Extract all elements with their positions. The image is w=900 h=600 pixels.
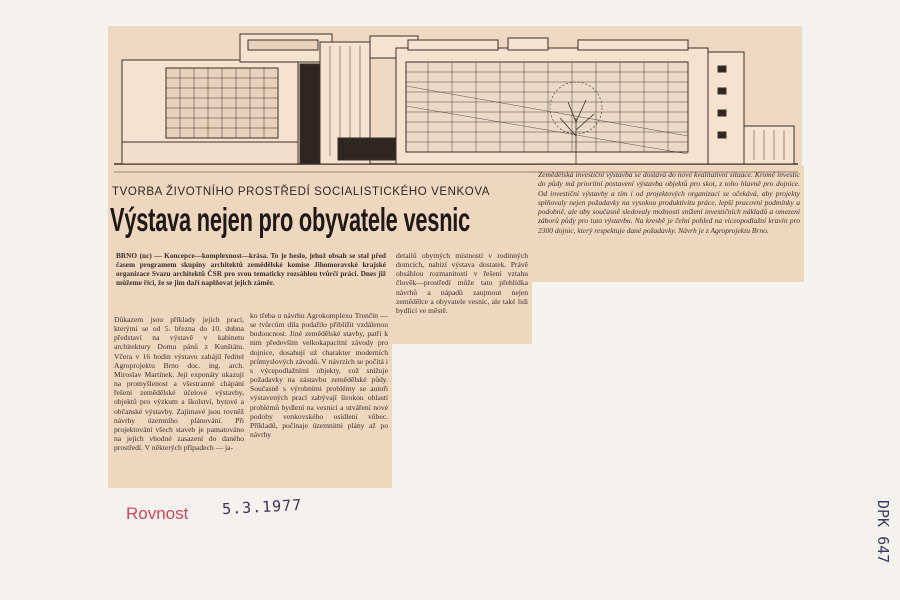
article-column-3: detailů obytných místností v rodinných domcích, nabízí výstava dostatek. Právě obsáhlou rozmanitostí v řešení vztahu člověk—prostředí může tato přehlídka návrhů a nápadů zaujmout nejen zemědělce a obyvatele vesnic, ale také lidi bydlící ve městě. bbox=[396, 251, 528, 315]
building-drawing bbox=[108, 26, 802, 178]
article-kicker: TVORBA ŽIVOTNÍHO PROSTŘEDÍ SOCIALISTICKÉHO VENKOVA bbox=[112, 186, 491, 198]
archive-code: DPK 647 bbox=[874, 500, 892, 564]
article-intro: BRNO (nc) — Koncepce—komplexnost—krása. To je heslo, jehož obsah se stal před časem programem skupiny architektů zemědělské komise Jihomoravské krajské organizace Svazu architektů ČSR pro svou tematicky rozsáhlou tvůrčí práci. Dnes již můžeme říci, že se jim daří naplňovat jejich záměr. bbox=[116, 252, 386, 287]
article-column-2: ko třeba u návrhu Agrokomplexu Trenčín — se tvůrcům díla podařilo přiblížit vzdálenou budoucnost. Jiné zemědělské stavby, patří k nim především velkokapacitní závody pro dojnice, dosahují už charakter moderních průmyslových závodů. V návrzích se počítá i s výcepodlažními objekty, což snižuje požadavky na zástavbu zemědělské půdy. Současně s výrobními problémy se autoři výstavených prací zabývají širokou oblastí problémů bydlení na vesnici a utváření nové podoby venkovského osídlení vůbec. Příkladů, počínaje územními plány až po návrhy bbox=[250, 311, 388, 440]
article-column-1: Důkazem jsou příklady jejich prací, kterými se od 5. března do 10. dubna představí na výstavě v kabinetu architektury Domu pánů z Kunštátu. Včera v 16 hodin výstavu zahájil ředitel Agroprojektu Brno doc. ing. arch. Miroslav Martínek. Její exponáty ukazují na promyšlenost a všestranné chápání řešení zemědělské účelové výstavby, objektů pro výzkum a školství, bytové a občanské výstavby. Zajímavé jsou rovněž návrhy územního plánování. Při projektování všech staveb je pamatováno na jejich vhodné zasazení do daného prostředí. V některých případech — ja- bbox=[114, 315, 244, 453]
illustration-caption: Zemědělská investiční výstavba se dostává do nové kvalitativní situace. Kromě investic do půdy má prioritní postavení výstavba objektů pro skot, z toho hlavně pro dojnice. Od investiční výstavby a tím i od projektových organizací se očekává, aby projekty splňovaly nejen požadavky na vysokou produktivitu práce, lepší pracovní podmínky a podobně, ale aby současně sledovaly možnosti snížení investičních nákladů a omezení záborů půdy pro tuto výstavbu. Na kresbě je čelní pohled na víceopodlažní kravín pro 2300 dojnic, který respektuje dané požadavky. Návrh je z Agroprojektu Brno. bbox=[538, 170, 800, 235]
handwritten-date: 5.3.1977 bbox=[221, 495, 303, 519]
article-headline: Výstava nejen pro obyvatele vesnic bbox=[110, 201, 471, 238]
source-stamp: Rovnost bbox=[126, 504, 189, 523]
